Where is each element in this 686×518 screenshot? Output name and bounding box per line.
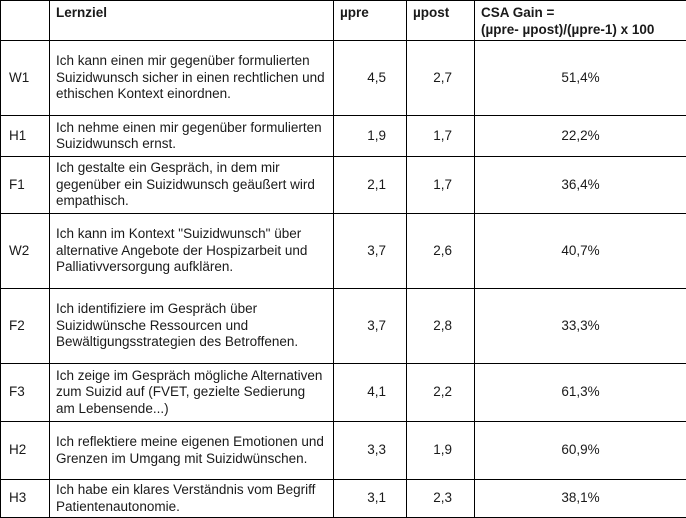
- row-mu-pre: 3,7: [334, 214, 407, 289]
- row-goal: Ich reflektiere meine eigenen Emotionen und Grenzen im Umgang mit Suizidwünschen.: [50, 422, 334, 480]
- table-row: [1, 480, 686, 518]
- row-id: H2: [1, 422, 50, 480]
- row-id: F1: [1, 157, 50, 214]
- row-mu-post: 2,2: [407, 364, 475, 422]
- table-row: [1, 214, 686, 289]
- row-id: H3: [1, 480, 50, 518]
- row-csa-gain: 38,1%: [475, 480, 686, 518]
- row-mu-pre: 4,5: [334, 41, 407, 116]
- row-mu-post: 2,8: [407, 289, 475, 364]
- row-id: H1: [1, 116, 50, 157]
- row-mu-pre: 1,9: [334, 116, 407, 157]
- row-mu-post: 1,7: [407, 157, 475, 214]
- row-mu-pre: 3,7: [334, 289, 407, 364]
- row-csa-gain: 36,4%: [475, 157, 686, 214]
- row-goal: Ich gestalte ein Gespräch, in dem mir gegenüber ein Suizidwunsch geäußert wird empathisch.: [50, 157, 334, 214]
- row-goal: Ich nehme einen mir gegenüber formulierten Suizidwunsch ernst.: [50, 116, 334, 157]
- row-mu-pre: 4,1: [334, 364, 407, 422]
- table-row: [1, 41, 686, 116]
- row-goal: Ich habe ein klares Verständnis vom Begriff Patientenautonomie.: [50, 480, 334, 518]
- header-csa-gain-formula: (µpre- µpost)/(µpre-1) x 100: [481, 22, 654, 37]
- row-goal: Ich zeige im Gespräch mögliche Alternativen zum Suizid auf (FVET, gezielte Sedierung am Lebensende...): [50, 364, 334, 422]
- row-id: F2: [1, 289, 50, 364]
- table-row: [1, 157, 686, 214]
- row-mu-pre: 3,3: [334, 422, 407, 480]
- header-mu-post: µpost: [407, 1, 475, 41]
- row-mu-pre: 3,1: [334, 480, 407, 518]
- row-id: F3: [1, 364, 50, 422]
- row-mu-pre: 2,1: [334, 157, 407, 214]
- row-csa-gain: 61,3%: [475, 364, 686, 422]
- row-goal: Ich kann im Kontext "Suizidwunsch" über alternative Angebote der Hospizarbeit und Palliativversorgung aufklären.: [50, 214, 334, 289]
- table-header-row: [1, 1, 686, 41]
- header-lernziel: Lernziel: [50, 1, 334, 41]
- row-id: W1: [1, 41, 50, 116]
- table-row: [1, 422, 686, 480]
- table-row: [1, 116, 686, 157]
- row-csa-gain: 40,7%: [475, 214, 686, 289]
- row-goal: Ich identifiziere im Gespräch über Suizidwünsche Ressourcen und Bewältigungsstrategien des Betroffenen.: [50, 289, 334, 364]
- row-goal: Ich kann einen mir gegenüber formulierten Suizidwunsch sicher in einen rechtlichen und ethischen Kontext einordnen.: [50, 41, 334, 116]
- row-mu-post: 1,7: [407, 116, 475, 157]
- table-row: [1, 364, 686, 422]
- header-csa-gain-title: CSA Gain =: [481, 5, 554, 20]
- row-id: W2: [1, 214, 50, 289]
- row-csa-gain: 51,4%: [475, 41, 686, 116]
- header-id: [1, 1, 50, 41]
- row-mu-post: 1,9: [407, 422, 475, 480]
- table-row: [1, 289, 686, 364]
- row-mu-post: 2,6: [407, 214, 475, 289]
- row-mu-post: 2,7: [407, 41, 475, 116]
- row-csa-gain: 22,2%: [475, 116, 686, 157]
- row-csa-gain: 60,9%: [475, 422, 686, 480]
- header-mu-pre: µpre: [334, 1, 407, 41]
- row-mu-post: 2,3: [407, 480, 475, 518]
- row-csa-gain: 33,3%: [475, 289, 686, 364]
- header-csa-gain: [475, 1, 686, 41]
